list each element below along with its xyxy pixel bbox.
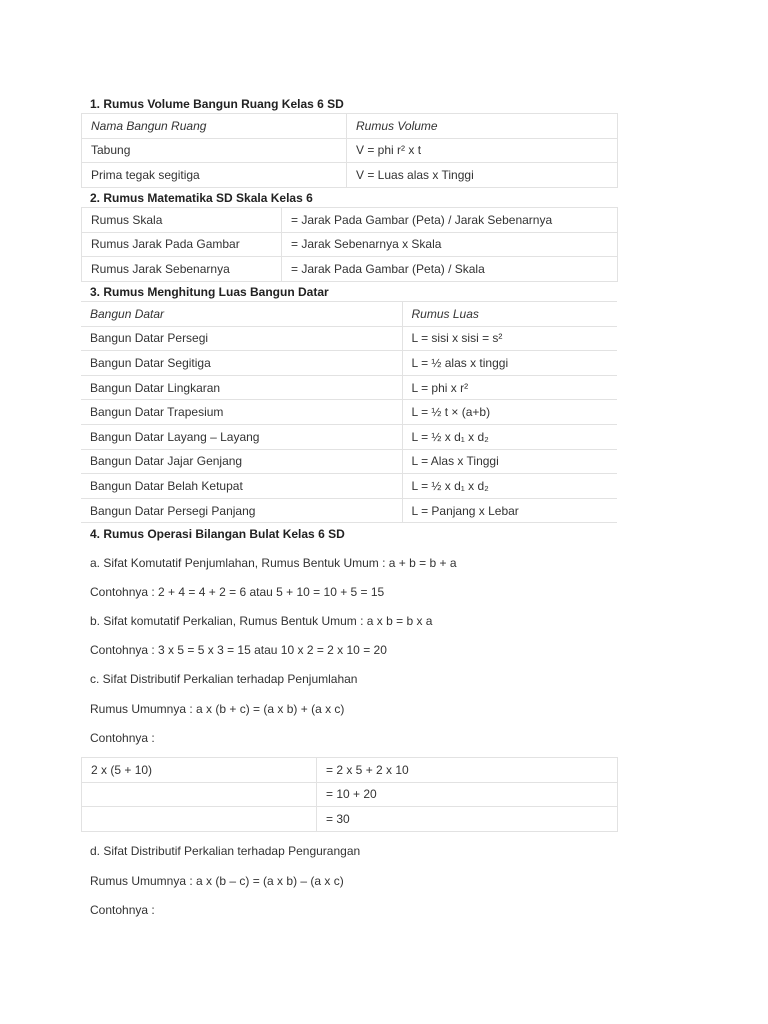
table-cell: Bangun Datar Trapesium <box>81 400 402 425</box>
table-cell: L = sisi x sisi = s² <box>402 326 617 351</box>
table-row <box>82 208 618 233</box>
formula-d: Rumus Umumnya : a x (b – c) = (a x b) – (a x c) <box>90 874 344 888</box>
table-cell: Rumus Jarak Sebenarnya <box>82 257 282 282</box>
table-row <box>82 232 618 257</box>
table-row <box>81 474 617 499</box>
table-row <box>82 257 618 282</box>
example-b: Contohnya : 3 x 5 = 5 x 3 = 15 atau 10 x 2 = 2 x 10 = 20 <box>90 643 387 657</box>
table-row <box>81 375 617 400</box>
table-cell: Bangun Datar Persegi Panjang <box>81 498 402 523</box>
table-cell: Bangun Datar Segitiga <box>81 351 402 376</box>
header-cell: Nama Bangun Ruang <box>82 114 347 139</box>
table-cell: = 10 + 20 <box>317 782 618 807</box>
table-cell: Rumus Skala <box>82 208 282 233</box>
table-row <box>82 758 618 783</box>
header-cell: Rumus Luas <box>402 302 617 327</box>
paragraph-c: c. Sifat Distributif Perkalian terhadap Penjumlahan <box>90 672 358 686</box>
table-cell: = Jarak Pada Gambar (Peta) / Skala <box>282 257 618 282</box>
header-cell: Rumus Volume <box>347 114 618 139</box>
table-cell: Prima tegak segitiga <box>82 163 347 188</box>
table-cell: L = phi x r² <box>402 375 617 400</box>
table-cell: L = ½ alas x tinggi <box>402 351 617 376</box>
table-cell: L = Panjang x Lebar <box>402 498 617 523</box>
table-cell <box>82 807 317 832</box>
section3-heading: 3. Rumus Menghitung Luas Bangun Datar <box>90 285 329 299</box>
table-row <box>82 807 618 832</box>
section4-heading: 4. Rumus Operasi Bilangan Bulat Kelas 6 SD <box>90 527 345 541</box>
header-cell: Bangun Datar <box>81 302 402 327</box>
paragraph-d: d. Sifat Distributif Perkalian terhadap Pengurangan <box>90 844 361 858</box>
table-cell: L = ½ t × (a+b) <box>402 400 617 425</box>
section1-heading: 1. Rumus Volume Bangun Ruang Kelas 6 SD <box>90 97 344 111</box>
table-row <box>82 138 618 163</box>
table-row <box>81 351 617 376</box>
area-table <box>81 301 617 523</box>
formula-c: Rumus Umumnya : a x (b + c) = (a x b) + (a x c) <box>90 702 345 716</box>
example-d-label: Contohnya : <box>90 903 155 917</box>
distributive-example-table <box>81 757 618 832</box>
table-row <box>81 424 617 449</box>
table-cell: = Jarak Pada Gambar (Peta) / Jarak Sebenarnya <box>282 208 618 233</box>
table-cell <box>82 782 317 807</box>
table-cell: = Jarak Sebenarnya x Skala <box>282 232 618 257</box>
table-row <box>81 326 617 351</box>
table-cell: Bangun Datar Lingkaran <box>81 375 402 400</box>
table-row <box>82 782 618 807</box>
table-cell: Rumus Jarak Pada Gambar <box>82 232 282 257</box>
section2-heading: 2. Rumus Matematika SD Skala Kelas 6 <box>90 191 313 205</box>
table-cell: Bangun Datar Belah Ketupat <box>81 474 402 499</box>
table-row <box>81 498 617 523</box>
table-cell: Bangun Datar Persegi <box>81 326 402 351</box>
table-header-row <box>81 302 617 327</box>
table-cell: = 2 x 5 + 2 x 10 <box>317 758 618 783</box>
table-cell: 2 x (5 + 10) <box>82 758 317 783</box>
table-header-row <box>82 114 618 139</box>
table-cell: V = Luas alas x Tinggi <box>347 163 618 188</box>
example-c-label: Contohnya : <box>90 731 155 745</box>
table-cell: V = phi r² x t <box>347 138 618 163</box>
example-a: Contohnya : 2 + 4 = 4 + 2 = 6 atau 5 + 10 = 10 + 5 = 15 <box>90 585 385 599</box>
paragraph-b: b. Sifat komutatif Perkalian, Rumus Bentuk Umum : a x b = b x a <box>90 614 433 628</box>
table-row <box>81 400 617 425</box>
paragraph-a: a. Sifat Komutatif Penjumlahan, Rumus Bentuk Umum : a + b = b + a <box>90 556 457 570</box>
table-cell: Bangun Datar Jajar Genjang <box>81 449 402 474</box>
scale-table <box>81 207 618 282</box>
table-cell: Tabung <box>82 138 347 163</box>
table-cell: L = ½ x d₁ x d₂ <box>402 474 617 499</box>
table-row <box>81 449 617 474</box>
table-row <box>82 163 618 188</box>
table-cell: Bangun Datar Layang – Layang <box>81 424 402 449</box>
table-cell: L = ½ x d₁ x d₂ <box>402 424 617 449</box>
table-cell: L = Alas x Tinggi <box>402 449 617 474</box>
volume-table <box>81 113 618 188</box>
table-cell: = 30 <box>317 807 618 832</box>
